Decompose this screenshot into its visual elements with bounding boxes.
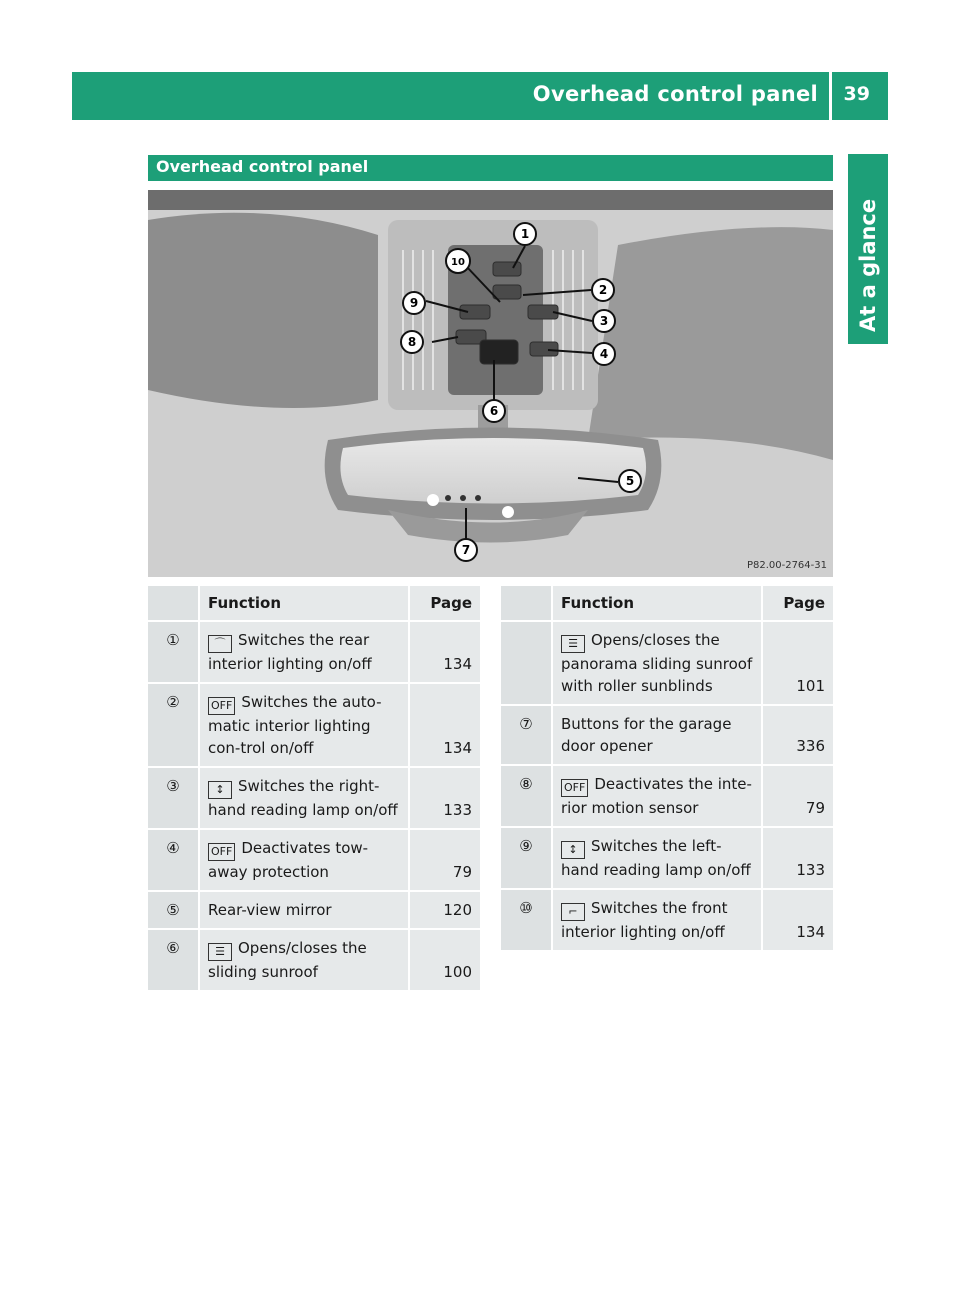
row-number: ① bbox=[148, 622, 200, 684]
header-bar bbox=[72, 72, 888, 120]
svg-text:4: 4 bbox=[599, 347, 609, 361]
callout-9 bbox=[403, 292, 425, 314]
left-sun-visor bbox=[148, 213, 378, 408]
row-function bbox=[200, 830, 408, 892]
row-function bbox=[200, 622, 408, 684]
page-column-header: Page bbox=[761, 586, 833, 622]
svg-text:5: 5 bbox=[625, 474, 635, 488]
table-row bbox=[501, 890, 833, 952]
table-row bbox=[148, 622, 480, 684]
rear-light-icon: ⌒ bbox=[208, 635, 232, 653]
row-number: ⑥ bbox=[148, 930, 200, 992]
row-function-text: Opens/closes the panorama sliding sunroof with roller sunblinds bbox=[561, 631, 753, 695]
auto-light-off-icon: OFF bbox=[208, 697, 235, 715]
row-page: 133 bbox=[408, 768, 480, 830]
reading-lamp-icon: ↕ bbox=[208, 781, 232, 799]
number-column-header bbox=[148, 586, 200, 622]
row-function bbox=[200, 684, 408, 768]
row-page: 134 bbox=[408, 622, 480, 684]
motion-sensor-off-icon: OFF bbox=[561, 779, 588, 797]
table-row bbox=[501, 706, 833, 766]
front-light-icon: ⌐ bbox=[561, 903, 585, 921]
overhead-panel-illustration bbox=[148, 190, 833, 577]
header-title: Overhead control panel bbox=[532, 82, 818, 106]
row-function-text: Switches the rear interior lighting on/off bbox=[208, 631, 372, 673]
overhead-panel-photo bbox=[148, 190, 833, 577]
function-column-header: Function bbox=[200, 586, 408, 622]
reading-lamp-left-icon: ↕ bbox=[561, 841, 585, 859]
table-row bbox=[501, 828, 833, 890]
number-column-header bbox=[501, 586, 553, 622]
callout-6 bbox=[483, 400, 505, 422]
section-title: Overhead control panel bbox=[156, 157, 369, 176]
row-function bbox=[553, 890, 761, 952]
rear-view-mirror bbox=[340, 438, 646, 504]
page-number: 39 bbox=[843, 83, 870, 105]
row-function-text: Deactivates tow-away protection bbox=[208, 839, 369, 881]
row-function bbox=[553, 828, 761, 890]
section-bar bbox=[148, 155, 833, 181]
row-function-text: Buttons for the garage door opener bbox=[561, 715, 732, 755]
row-number: ③ bbox=[148, 768, 200, 830]
svg-text:8: 8 bbox=[407, 335, 417, 349]
svg-text:6: 6 bbox=[489, 404, 499, 418]
row-page: 134 bbox=[761, 890, 833, 952]
row-function bbox=[553, 622, 761, 706]
table-header-row bbox=[148, 586, 480, 622]
row-function bbox=[200, 930, 408, 992]
row-page: 100 bbox=[408, 930, 480, 992]
page-column-header: Page bbox=[408, 586, 480, 622]
function-table-left bbox=[148, 586, 480, 992]
callout-3 bbox=[593, 310, 615, 332]
header-separator bbox=[829, 72, 832, 120]
row-page: 133 bbox=[761, 828, 833, 890]
row-function bbox=[553, 766, 761, 828]
row-number: ⑩ bbox=[501, 890, 553, 952]
table-row bbox=[501, 622, 833, 706]
table-row bbox=[148, 930, 480, 992]
row-function-text: Switches the front interior lighting on/off bbox=[561, 899, 728, 941]
callout-2 bbox=[592, 279, 614, 301]
row-page: 120 bbox=[408, 892, 480, 930]
row-number: ⑦ bbox=[501, 706, 553, 766]
side-tab-label: At a glance bbox=[856, 198, 880, 332]
row-function bbox=[553, 706, 761, 766]
function-column-header: Function bbox=[553, 586, 761, 622]
row-page: 134 bbox=[408, 684, 480, 768]
row-page: 79 bbox=[761, 766, 833, 828]
table-row bbox=[148, 830, 480, 892]
svg-text:2: 2 bbox=[598, 283, 608, 297]
row-function bbox=[200, 892, 408, 930]
function-table-right bbox=[501, 586, 833, 952]
svg-text:10: 10 bbox=[451, 257, 465, 268]
row-page: 336 bbox=[761, 706, 833, 766]
table-row bbox=[148, 892, 480, 930]
row-page: 79 bbox=[408, 830, 480, 892]
svg-text:3: 3 bbox=[599, 314, 609, 328]
callout-7 bbox=[455, 539, 477, 561]
row-number bbox=[501, 622, 553, 706]
callout-10 bbox=[446, 249, 470, 273]
callout-1 bbox=[514, 223, 536, 245]
callout-8 bbox=[401, 331, 423, 353]
row-function-text: Switches the left-hand reading lamp on/off bbox=[561, 837, 751, 879]
svg-text:1: 1 bbox=[520, 227, 530, 241]
row-number: ⑤ bbox=[148, 892, 200, 930]
row-function-text: Rear-view mirror bbox=[208, 901, 332, 919]
table-row bbox=[501, 766, 833, 828]
table-row bbox=[148, 768, 480, 830]
tow-away-off-icon: OFF bbox=[208, 843, 235, 861]
panorama-sunroof-icon: ☰ bbox=[561, 635, 585, 653]
row-number: ④ bbox=[148, 830, 200, 892]
side-tab bbox=[848, 154, 888, 344]
table-header-row bbox=[501, 586, 833, 622]
row-page: 101 bbox=[761, 622, 833, 706]
row-function-text: Switches the right-hand reading lamp on/off bbox=[208, 777, 398, 819]
row-function-text: Switches the auto-matic interior lighting con-trol on/off bbox=[208, 693, 382, 757]
row-number: ② bbox=[148, 684, 200, 768]
row-function-text: Opens/closes the sliding sunroof bbox=[208, 939, 367, 981]
row-number: ⑨ bbox=[501, 828, 553, 890]
callout-5 bbox=[619, 470, 641, 492]
svg-text:7: 7 bbox=[461, 543, 471, 557]
callout-4 bbox=[593, 343, 615, 365]
row-function-text: Deactivates the inte-rior motion sensor bbox=[561, 775, 752, 817]
sunroof-icon: ☰ bbox=[208, 943, 232, 961]
svg-text:9: 9 bbox=[409, 296, 419, 310]
photo-caption: P82.00-2764-31 bbox=[746, 560, 827, 571]
row-function bbox=[200, 768, 408, 830]
right-sun-visor bbox=[588, 227, 833, 460]
table-row bbox=[148, 684, 480, 768]
row-number: ⑧ bbox=[501, 766, 553, 828]
